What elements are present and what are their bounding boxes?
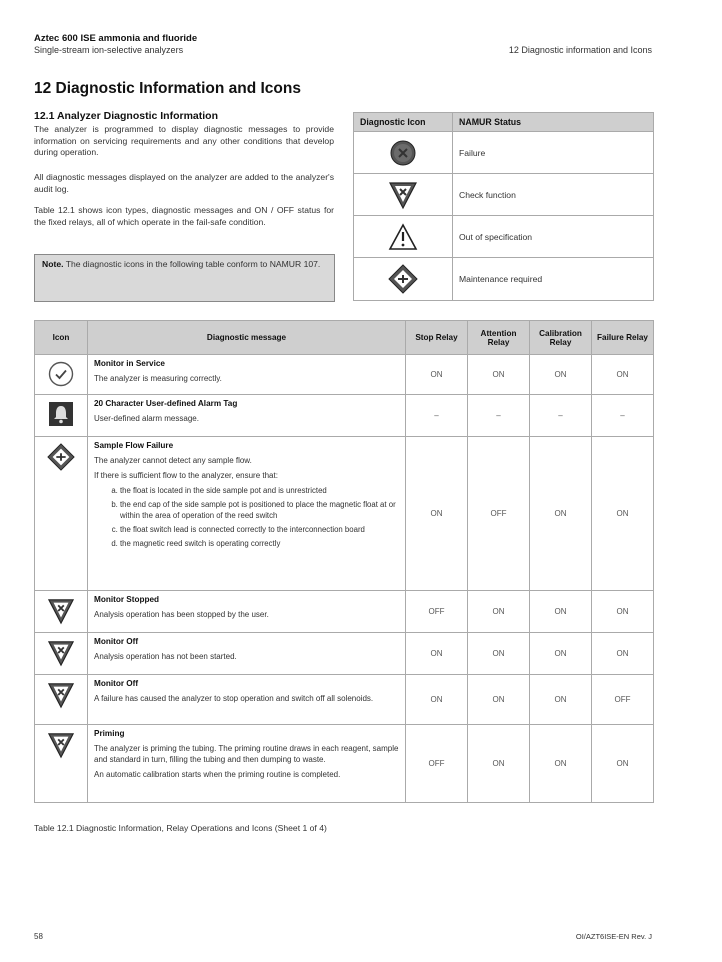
namur-header-status: NAMUR Status [453,113,654,132]
check-function-icon [388,180,418,210]
namur-status-check-function: Check function [453,174,654,216]
table-row [35,437,654,591]
message-description: User-defined alarm message. [94,414,199,423]
namur-header-row [354,113,654,132]
list-item: b. the end cap of the side sample pot is positioned to place the magnetic float at or within the area of operation of the reed switch [120,499,399,521]
check-circle-icon [48,361,74,387]
namur-row-failure [354,132,654,174]
attention-relay-value: ON [468,355,530,395]
table-row [35,675,654,725]
table-reference-paragraph: Table 12.1 shows icon types, diagnostic messages and ON / OFF status for the fixed relays, all of which operate in the fail-safe condition. [34,205,334,227]
namur-status-table [353,112,654,301]
header-diagnostic-message: Diagnostic message [88,321,406,355]
bell-alarm-icon [48,401,74,427]
stop-relay-value: ON [406,675,468,725]
document-title: Aztec 600 ISE ammonia and fluoride [34,33,198,44]
message-description: Analysis operation has been stopped by the user. [94,610,269,619]
failure-relay-value: – [592,395,654,437]
page-number: 58 [34,932,43,941]
table-row [35,591,654,633]
table-row [35,395,654,437]
table-row [35,725,654,803]
message-description: A failure has caused the analyzer to stop operation and switch off all solenoids. [94,694,374,703]
stop-relay-value: ON [406,355,468,395]
message-title: Monitor in Service [94,359,165,368]
failure-relay-value: ON [592,355,654,395]
stop-relay-value: OFF [406,725,468,803]
message-description: Analysis operation has not been started. [94,652,237,661]
audit-log-paragraph: All diagnostic messages displayed on the analyzer are added to the analyzer's audit log. [34,172,334,194]
document-reference: OI/AZT6ISE-EN Rev. J [575,932,652,941]
message-title: Monitor Off [94,679,139,688]
check-function-icon [47,731,75,759]
namur-row-maintenance [354,258,654,301]
failure-relay-value: ON [592,633,654,675]
document-subtitle: Single-stream ion-selective analyzers [34,45,184,55]
calibration-relay-value: – [530,395,592,437]
attention-relay-value: – [468,395,530,437]
check-function-icon [47,639,75,667]
maintenance-required-icon [47,443,75,471]
calibration-relay-value: ON [530,355,592,395]
note-box [34,254,335,302]
check-function-icon [47,681,75,709]
header-failure-relay: Failure Relay [592,321,654,355]
attention-relay-value: ON [468,675,530,725]
message-description: The analyzer is priming the tubing. The priming routine draws in each reagent, sample and standard in turn, filling the tubing and then dumping to waste. [94,744,399,764]
note-text: The diagnostic icons in the following table conform to NAMUR 107. [63,259,321,269]
message-title: Sample Flow Failure [94,441,174,450]
header-icon: Icon [35,321,88,355]
calibration-relay-value: ON [530,675,592,725]
section-heading: 12 Diagnostic Information and Icons [34,80,301,97]
namur-header-icon: Diagnostic Icon [354,113,453,132]
attention-relay-value: ON [468,725,530,803]
note-label: Note. [42,259,64,269]
stop-relay-value: – [406,395,468,437]
message-description: If there is sufficient flow to the analyzer, ensure that: [94,471,278,480]
message-description: The analyzer is measuring correctly. [94,374,222,383]
table-row [35,633,654,675]
namur-status-maintenance: Maintenance required [453,258,654,301]
message-title: Monitor Stopped [94,595,160,604]
attention-relay-value: ON [468,591,530,633]
calibration-relay-value: ON [530,591,592,633]
failure-relay-value: ON [592,437,654,591]
attention-relay-value: ON [468,633,530,675]
calibration-relay-value: ON [530,725,592,803]
header-attention-relay: Attention Relay [468,321,530,355]
message-description: An automatic calibration starts when the priming routine is completed. [94,770,341,779]
stop-relay-value: OFF [406,591,468,633]
list-item: d. the magnetic reed switch is operating correctly [120,538,399,549]
stop-relay-value: ON [406,633,468,675]
calibration-relay-value: ON [530,633,592,675]
namur-status-failure: Failure [453,132,654,174]
failure-icon [390,140,416,166]
check-list [94,485,399,549]
stop-relay-value: ON [406,437,468,591]
list-item: c. the float switch lead is connected correctly to the interconnection board [120,524,399,535]
running-section-title: 12 Diagnostic information and Icons [508,45,652,55]
table-row [35,355,654,395]
check-function-icon [47,597,75,625]
failure-relay-value: ON [592,725,654,803]
failure-relay-value: OFF [592,675,654,725]
message-title: Monitor Off [94,637,139,646]
subsection-heading: 12.1 Analyzer Diagnostic Information [34,110,218,122]
list-item: a. the float is located in the side sample pot and is unrestricted [120,485,399,496]
namur-row-check-function [354,174,654,216]
table-caption: Table 12.1 Diagnostic Information, Relay Operations and Icons (Sheet 1 of 4) [34,823,327,833]
out-of-specification-icon [388,223,418,251]
calibration-relay-value: ON [530,437,592,591]
namur-status-out-of-spec: Out of specification [453,216,654,258]
header-calibration-relay: Calibration Relay [530,321,592,355]
header-stop-relay: Stop Relay [406,321,468,355]
intro-paragraph: The analyzer is programmed to display diagnostic messages to provide information on servicing requirements and any other conditions that develop during operation. [34,124,334,158]
message-title: Priming [94,729,125,738]
main-header-row [35,321,654,355]
failure-relay-value: ON [592,591,654,633]
maintenance-required-icon [388,264,418,294]
message-description: The analyzer cannot detect any sample flow. [94,456,252,465]
namur-row-out-of-spec [354,216,654,258]
diagnostic-message-table [34,320,654,803]
attention-relay-value: OFF [468,437,530,591]
message-title: 20 Character User-defined Alarm Tag [94,399,238,408]
